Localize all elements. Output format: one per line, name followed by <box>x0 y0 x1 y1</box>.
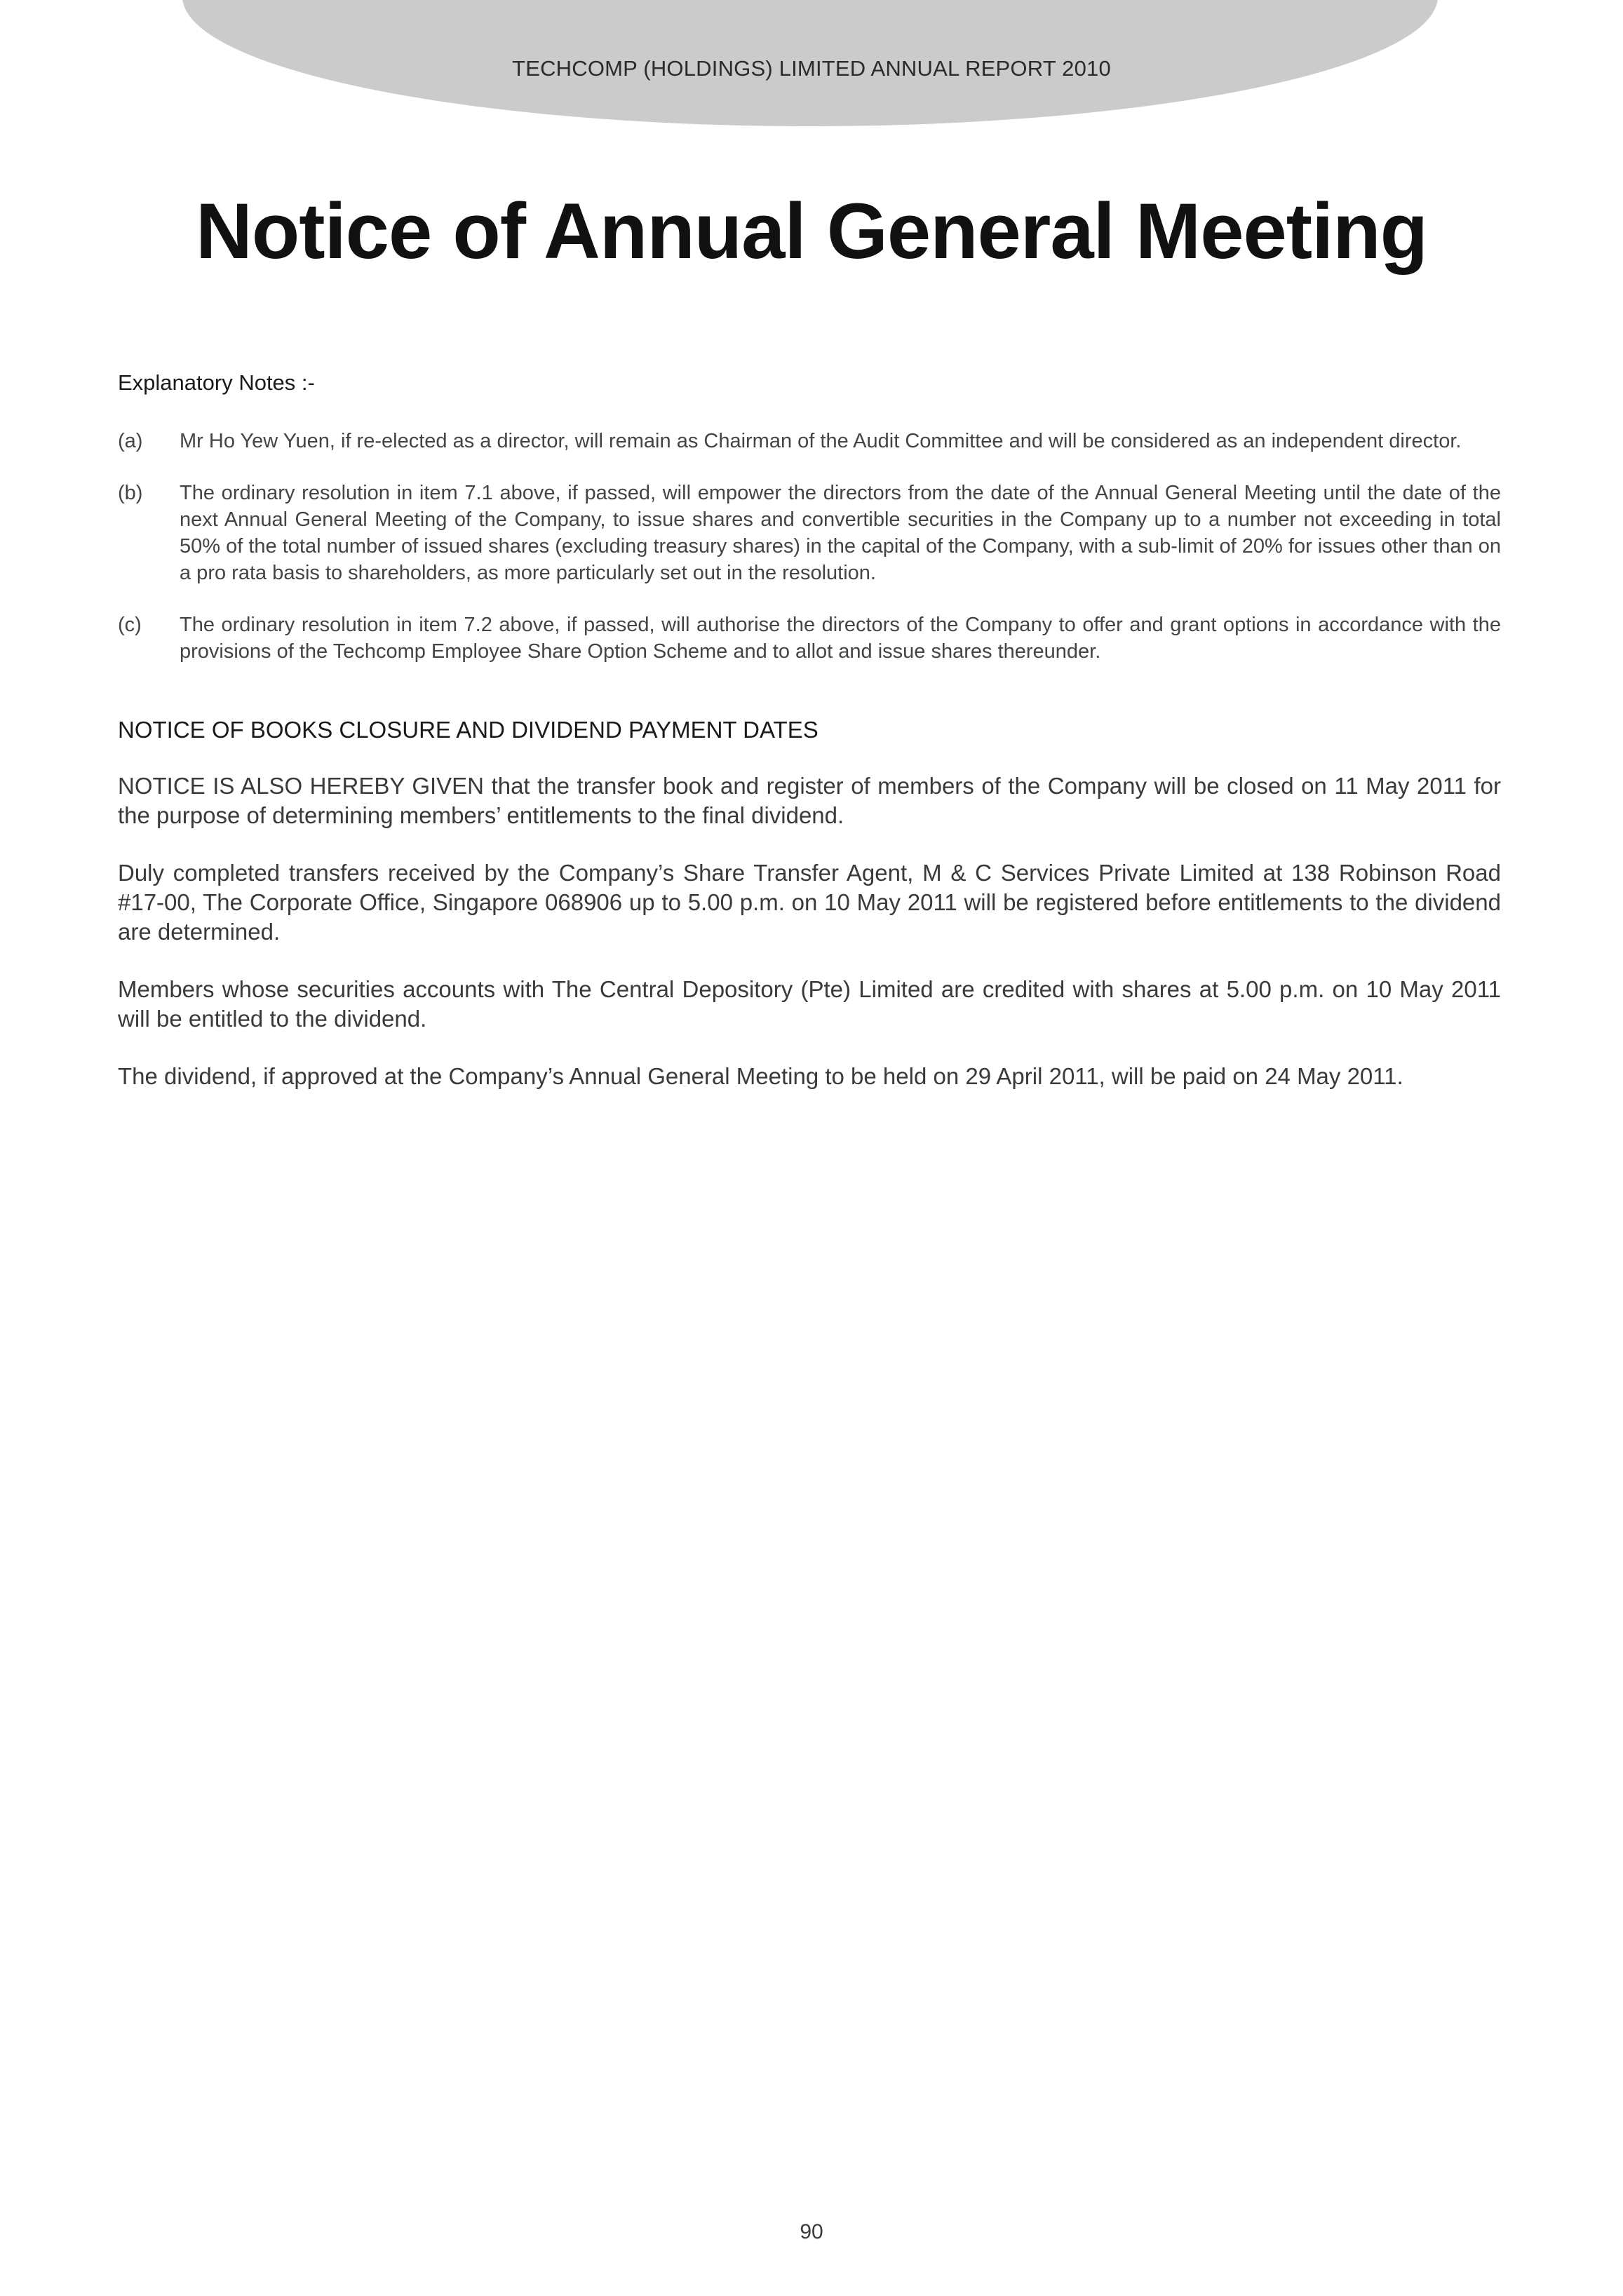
note-marker: (a) <box>118 430 143 452</box>
note-text: Mr Ho Yew Yuen, if re-elected as a director, will remain as Chairman of the Audit Committee and will be considered as an independent director. <box>180 430 1462 452</box>
note-marker: (b) <box>118 482 143 504</box>
books-closure-paragraph: Members whose securities accounts with The Central Depository (Pte) Limited are credited with shares at 5.00 p.m. on 10 May 2011 will be entitled to the dividend. <box>118 976 1501 1032</box>
page-number: 90 <box>800 2220 823 2243</box>
books-closure-paragraph: Duly completed transfers received by the Company’s Share Transfer Agent, M & C Services Private Limited at 138 Robinson Road #17-00, The Corporate Office, Singapore 068906 up to 5.00 p.m. on 10 May 2011 will be registered before entitlements to the dividend are determined. <box>118 860 1501 945</box>
page-title: Notice of Annual General Meeting <box>195 187 1428 275</box>
books-closure-paragraph: The dividend, if approved at the Company’s Annual General Meeting to be held on 29 April 2011, will be paid on 24 May 2011. <box>118 1063 1403 1089</box>
books-closure-paragraph: NOTICE IS ALSO HEREBY GIVEN that the transfer book and register of members of the Company will be closed on 11 May 2011 for the purpose of determining members’ entitlements to the final dividend. <box>118 773 1501 828</box>
note-item <box>118 428 1501 454</box>
note-text: The ordinary resolution in item 7.2 above, if passed, will authorise the directors of the Company to offer and grant options in accordance with the provisions of the Techcomp Employee Share Option Scheme and to allot and issue shares thereunder. <box>180 614 1501 663</box>
main-content <box>118 370 1501 1091</box>
explanatory-notes-list <box>118 428 1501 665</box>
report-header: TECHCOMP (HOLDINGS) LIMITED ANNUAL REPORT 2010 <box>512 56 1111 81</box>
note-marker: (c) <box>118 614 142 636</box>
explanatory-notes-heading: Explanatory Notes :- <box>118 370 315 395</box>
note-text: The ordinary resolution in item 7.1 above, if passed, will empower the directors from the date of the Annual General Meeting until the date of the next Annual General Meeting of the Company, to issue shares and convertible securities in the Company up to a number not exceeding in total 50% of the total number of issued shares (excluding treasury shares) in the capital of the Company, with a sub-limit of 20% for issues other than on a pro rata basis to shareholders, as more particularly set out in the resolution. <box>180 482 1501 584</box>
note-item <box>118 612 1501 665</box>
note-item <box>118 480 1501 586</box>
books-closure-heading: NOTICE OF BOOKS CLOSURE AND DIVIDEND PAYMENT DATES <box>118 717 819 743</box>
